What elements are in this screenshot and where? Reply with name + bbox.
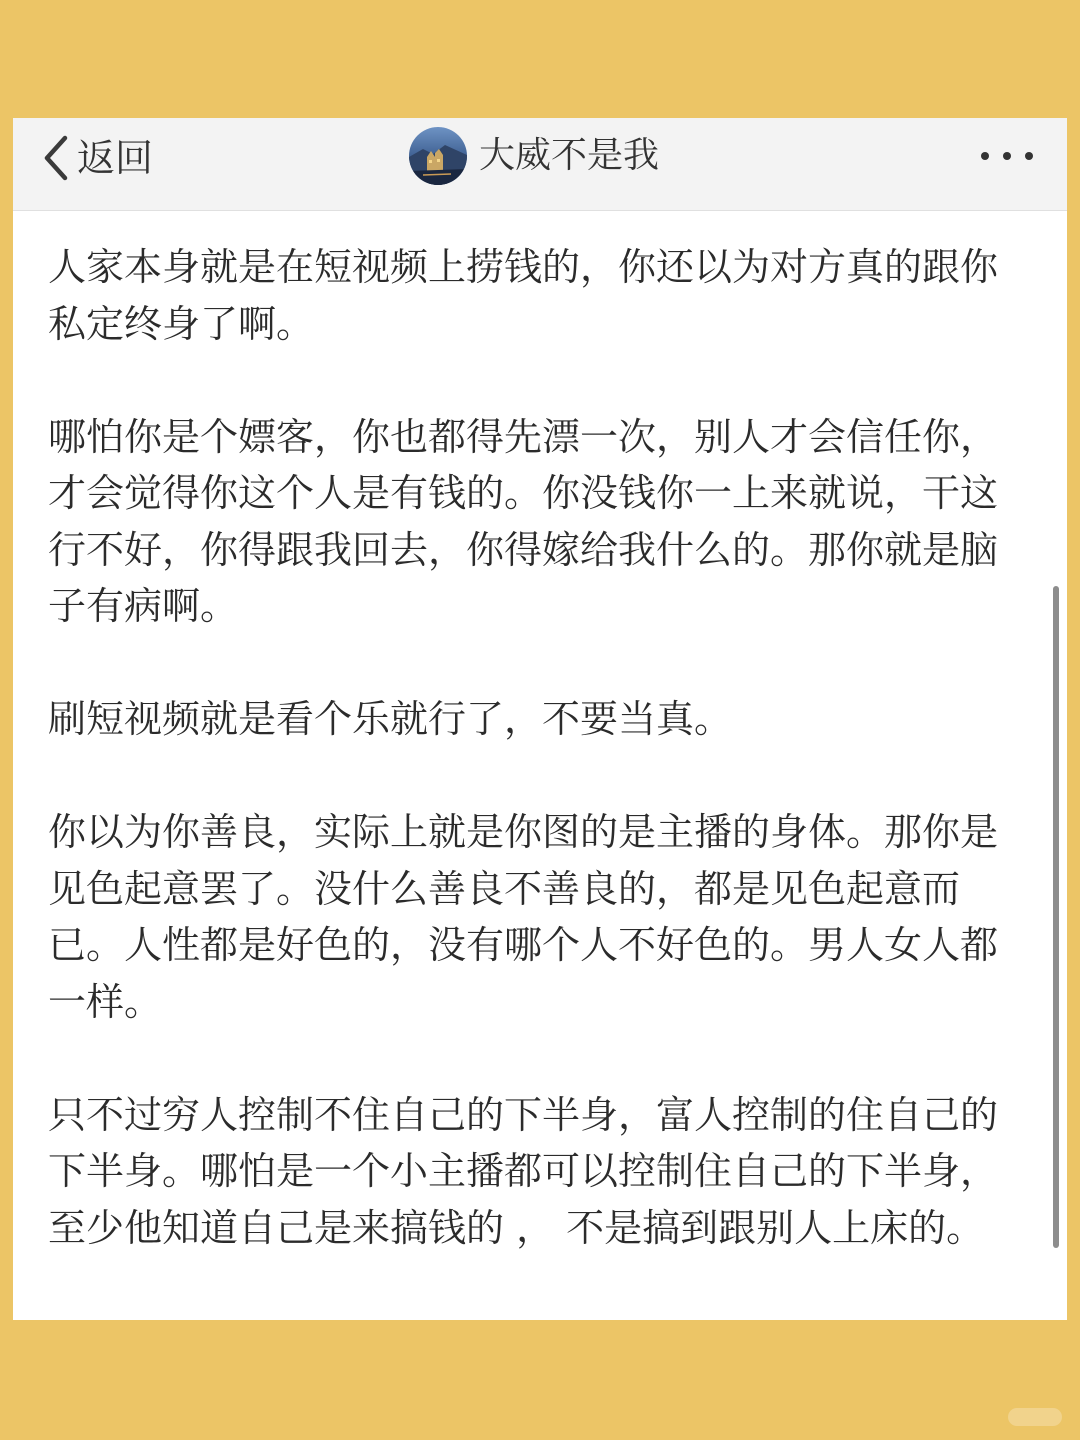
avatar[interactable] <box>409 127 467 185</box>
back-label: 返回 <box>77 136 154 180</box>
top-navigation-bar <box>13 118 1067 211</box>
paragraph: 刷短视频就是看个乐就行了，不要当真。 <box>48 697 733 741</box>
paragraph: 哪怕你是个嫖客，你也都得先漂一次，别人才会信任你，才会觉得你这个人是有钱的。你没钱你一上来就说，干这行不好，你得跟我回去，你得嫁给我什么的。那你就是脑子有病啊。 <box>48 414 999 628</box>
paragraph: 只不过穷人控制不住自己的下半身，富人控制的住自己的下半身。哪怕是一个小主播都可以控制住自己的下半身，至少他知道自己是来搞钱的 ， 不是搞到跟别人上床的。 <box>48 1092 999 1250</box>
note-body <box>48 239 1033 1256</box>
note-card <box>13 118 1067 1320</box>
chevron-left-icon <box>39 132 73 184</box>
paragraph: 你以为你善良，实际上就是你图的是主播的身体。那你是见色起意罢了。没什么善良不善良的，都是见色起意而已。人性都是好色的，没有哪个人不好色的。男人女人都一样。 <box>48 810 999 1024</box>
author-profile[interactable] <box>409 126 659 186</box>
more-horizontal-icon[interactable] <box>977 146 1037 166</box>
username: 大威不是我 <box>479 135 660 176</box>
watermark <box>1008 1408 1062 1426</box>
vertical-scrollbar[interactable] <box>1053 586 1059 1248</box>
paragraph: 人家本身就是在短视频上捞钱的，你还以为对方真的跟你私定终身了啊。 <box>48 245 999 346</box>
back-button[interactable] <box>39 132 153 184</box>
